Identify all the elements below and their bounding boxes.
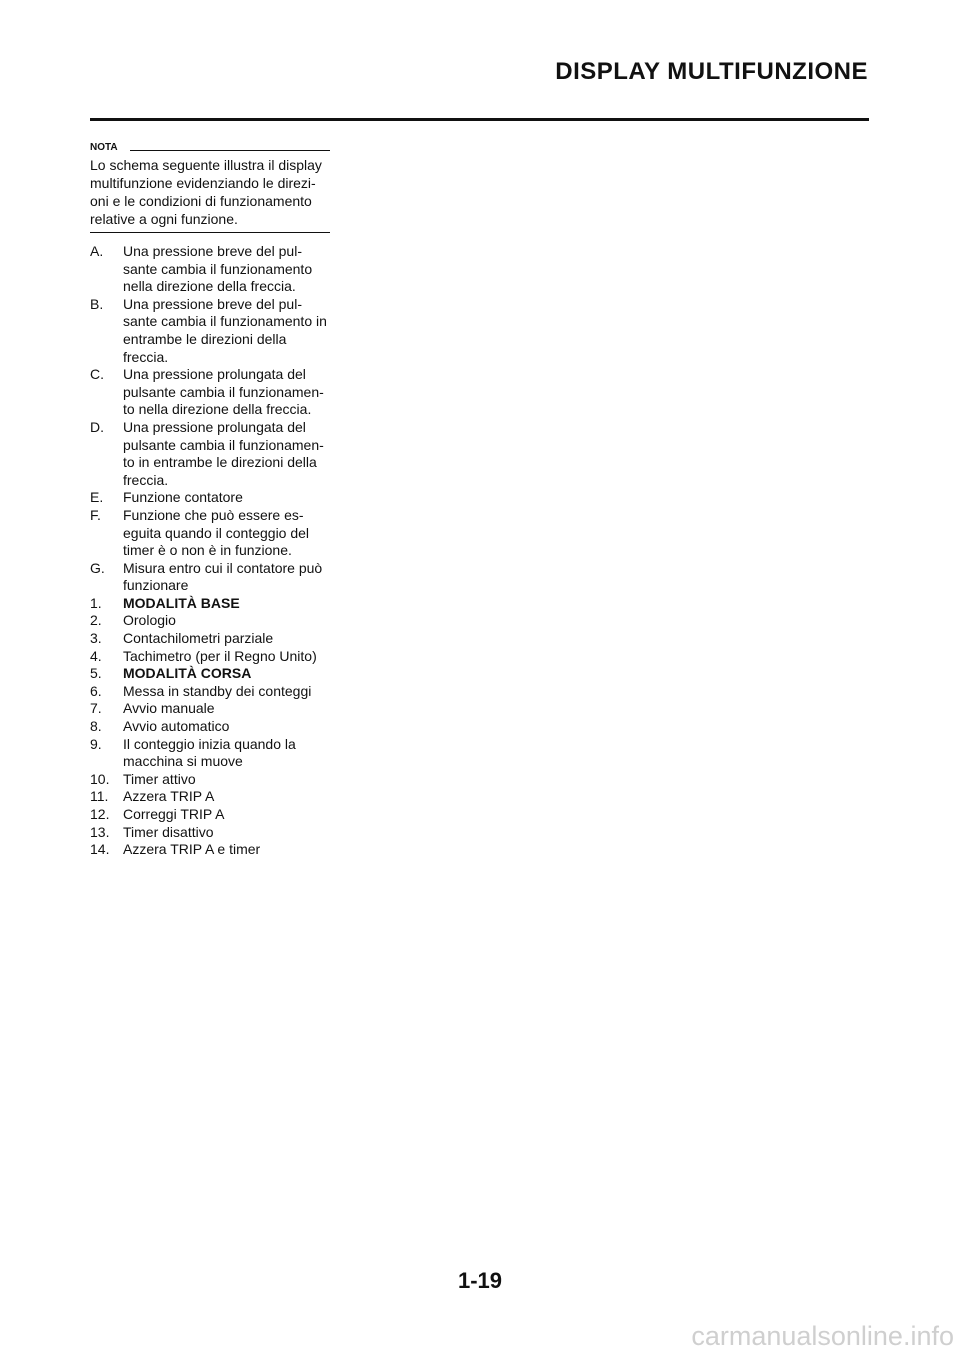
list-item-marker: 8. xyxy=(90,718,102,735)
list-item xyxy=(90,841,330,859)
note-heading xyxy=(90,140,330,156)
list-item-text: Messa in standby dei conteggi xyxy=(123,682,312,699)
legend-list xyxy=(90,243,330,859)
list-item xyxy=(90,595,330,613)
list-item-marker: 5. xyxy=(90,665,102,682)
list-item xyxy=(90,612,330,630)
list-item xyxy=(90,243,330,296)
list-item-text: Avvio manuale xyxy=(123,700,215,717)
list-item xyxy=(90,718,330,736)
list-item xyxy=(90,683,330,701)
page-title: DISPLAY MULTIFUNZIONE xyxy=(555,58,868,85)
list-item-text: Misura entro cui il contatore può funzionare xyxy=(123,559,323,594)
list-item-text: MODALITÀ CORSA xyxy=(123,665,252,682)
list-item xyxy=(90,507,330,560)
watermark: carmanualsonline.info xyxy=(691,1321,954,1351)
list-item xyxy=(90,736,330,771)
list-item xyxy=(90,824,330,842)
list-item xyxy=(90,366,330,419)
note-text: Lo schema seguente illustra il display multifunzione evidenziando le direzi-oni e le condizioni di funzionamento relative a ogni funzione. xyxy=(90,156,330,233)
list-item xyxy=(90,806,330,824)
list-item-marker: C. xyxy=(90,366,104,383)
list-item-marker: A. xyxy=(90,243,104,259)
note-rule xyxy=(130,150,330,151)
list-item-marker: 2. xyxy=(90,612,102,629)
list-item xyxy=(90,630,330,648)
list-item xyxy=(90,489,330,507)
list-item-text: Una pressione breve del pul-sante cambia il funzionamento nella direzione della freccia. xyxy=(123,243,313,295)
list-item-text: Timer disattivo xyxy=(123,823,214,840)
list-item xyxy=(90,665,330,683)
list-item-text: Contachilometri parziale xyxy=(123,630,274,647)
list-item-marker: 7. xyxy=(90,700,102,717)
list-item-marker: G. xyxy=(90,559,105,576)
list-item xyxy=(90,560,330,595)
list-item-marker: 11. xyxy=(90,788,109,805)
list-item-text: Una pressione prolungata del pulsante cambia il funzionamen-to nella direzione della freccia. xyxy=(123,366,324,418)
list-item-text: Una pressione breve del pul-sante cambia il funzionamento in entrambe le direzioni della freccia. xyxy=(123,295,327,365)
list-item-marker: 9. xyxy=(90,735,102,752)
list-item xyxy=(90,296,330,366)
list-item-marker: E. xyxy=(90,489,104,506)
list-item-marker: 13. xyxy=(90,823,110,840)
list-item-text: Funzione contatore xyxy=(123,489,243,506)
page-number: 1-19 xyxy=(457,1268,503,1293)
list-item-text: Correggi TRIP A xyxy=(123,806,225,822)
list-item-text: Tachimetro (per il Regno Unito) xyxy=(123,647,317,664)
list-item-marker: 14. xyxy=(90,841,110,858)
list-item-text: Il conteggio inizia quando la macchina si muove xyxy=(123,735,296,770)
list-item xyxy=(90,648,330,666)
list-item-marker: 4. xyxy=(90,647,102,664)
list-item-text: Orologio xyxy=(123,612,176,629)
list-item-marker: F. xyxy=(90,506,101,523)
list-item-marker: 10. xyxy=(90,770,110,787)
note-label: NOTA xyxy=(90,142,118,153)
list-item-text: Avvio automatico xyxy=(123,718,230,735)
list-item-marker: 12. xyxy=(90,806,110,822)
list-item-text: Funzione che può essere es-eguita quando il conteggio del timer è o non è in funzione. xyxy=(123,506,310,559)
list-item xyxy=(90,771,330,789)
main-column xyxy=(90,140,330,859)
list-item-text: Azzera TRIP A e timer xyxy=(123,841,261,858)
list-item-marker: 3. xyxy=(90,630,102,647)
list-item-marker: 1. xyxy=(90,594,102,611)
list-item-text: Una pressione prolungata del pulsante cambia il funzionamen-to in entrambe le direzioni della freccia. xyxy=(123,418,324,488)
list-item-marker: D. xyxy=(90,418,104,435)
list-item-text: MODALITÀ BASE xyxy=(123,594,240,611)
list-item-marker: 6. xyxy=(90,682,102,699)
list-item xyxy=(90,700,330,718)
list-item-text: Azzera TRIP A xyxy=(123,788,215,805)
list-item-text: Timer attivo xyxy=(123,770,196,787)
list-item-marker: B. xyxy=(90,295,104,312)
list-item xyxy=(90,419,330,489)
list-item xyxy=(90,788,330,806)
header-rule xyxy=(90,118,869,121)
